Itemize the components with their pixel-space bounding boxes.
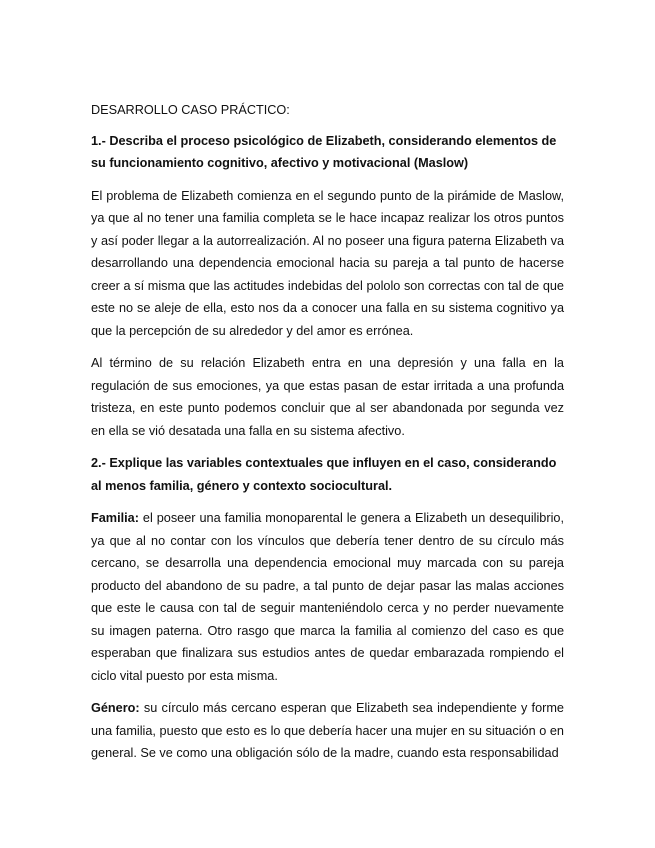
document-title: DESARROLLO CASO PRÁCTICO: <box>91 103 290 117</box>
q1-paragraph-2: Al término de su relación Elizabeth entra en una depresión y una falla en la regulación de sus emociones, ya que estas pasan de estar irritada a una profunda tristeza, en este punto podemos concluir que al ser abandonada por segunda vez en ella se vió desatada una falla en su sistema afectivo. <box>91 356 564 438</box>
genero-label: Género: <box>91 701 140 715</box>
genero-paragraph <box>91 697 564 765</box>
question-1-heading: 1.- Describa el proceso psicológico de Elizabeth, considerando elementos de su funcionamiento cognitivo, afectivo y motivacional (Maslow) <box>91 133 557 170</box>
familia-paragraph <box>91 507 564 687</box>
familia-text: el poseer una familia monoparental le genera a Elizabeth un desequilibrio, ya que al no contar con los vínculos que debería tener dentro de su círculo más cercano, se desarrolla una dependencia emocional muy marcada con su pareja producto del abandono de su padre, a tal punto de dejar pasar las malas acciones que este le causa con tal de seguir manteniéndolo cerca y no perder nuevamente su imagen paterna. Otro rasgo que marca la familia al comienzo del caso es que esperaban que finalizara sus estudios antes de quedar embarazada rompiendo el ciclo vital puesto por esta misma. <box>91 511 564 683</box>
document-body <box>91 99 564 775</box>
familia-label: Familia: <box>91 511 139 525</box>
question-2-heading: 2.- Explique las variables contextuales que influyen en el caso, considerando al menos familia, género y contexto sociocultural. <box>91 456 557 493</box>
q1-paragraph-1: El problema de Elizabeth comienza en el segundo punto de la pirámide de Maslow, ya que al no tener una familia completa se le hace incapaz realizar los otros puntos y así poder llegar a la autorrealización. Al no poseer una figura paterna Elizabeth va desarrollando una dependencia emocional hacia su pareja a tal punto de hacerse creer a sí misma que las actitudes indebidas del pololo son correctas con tal de que este no se aleje de ella, esto nos da a conocer una falla en su sistema cognitivo ya que la percepción de su alrededor y del amor es errónea. <box>91 188 564 338</box>
genero-text: su círculo más cercano esperan que Elizabeth sea independiente y forme una familia, puesto que esto es lo que debería hacer una mujer en su situación o en general. Se ve como una obligación sólo de la madre, cuando esta responsabilidad <box>91 701 564 760</box>
